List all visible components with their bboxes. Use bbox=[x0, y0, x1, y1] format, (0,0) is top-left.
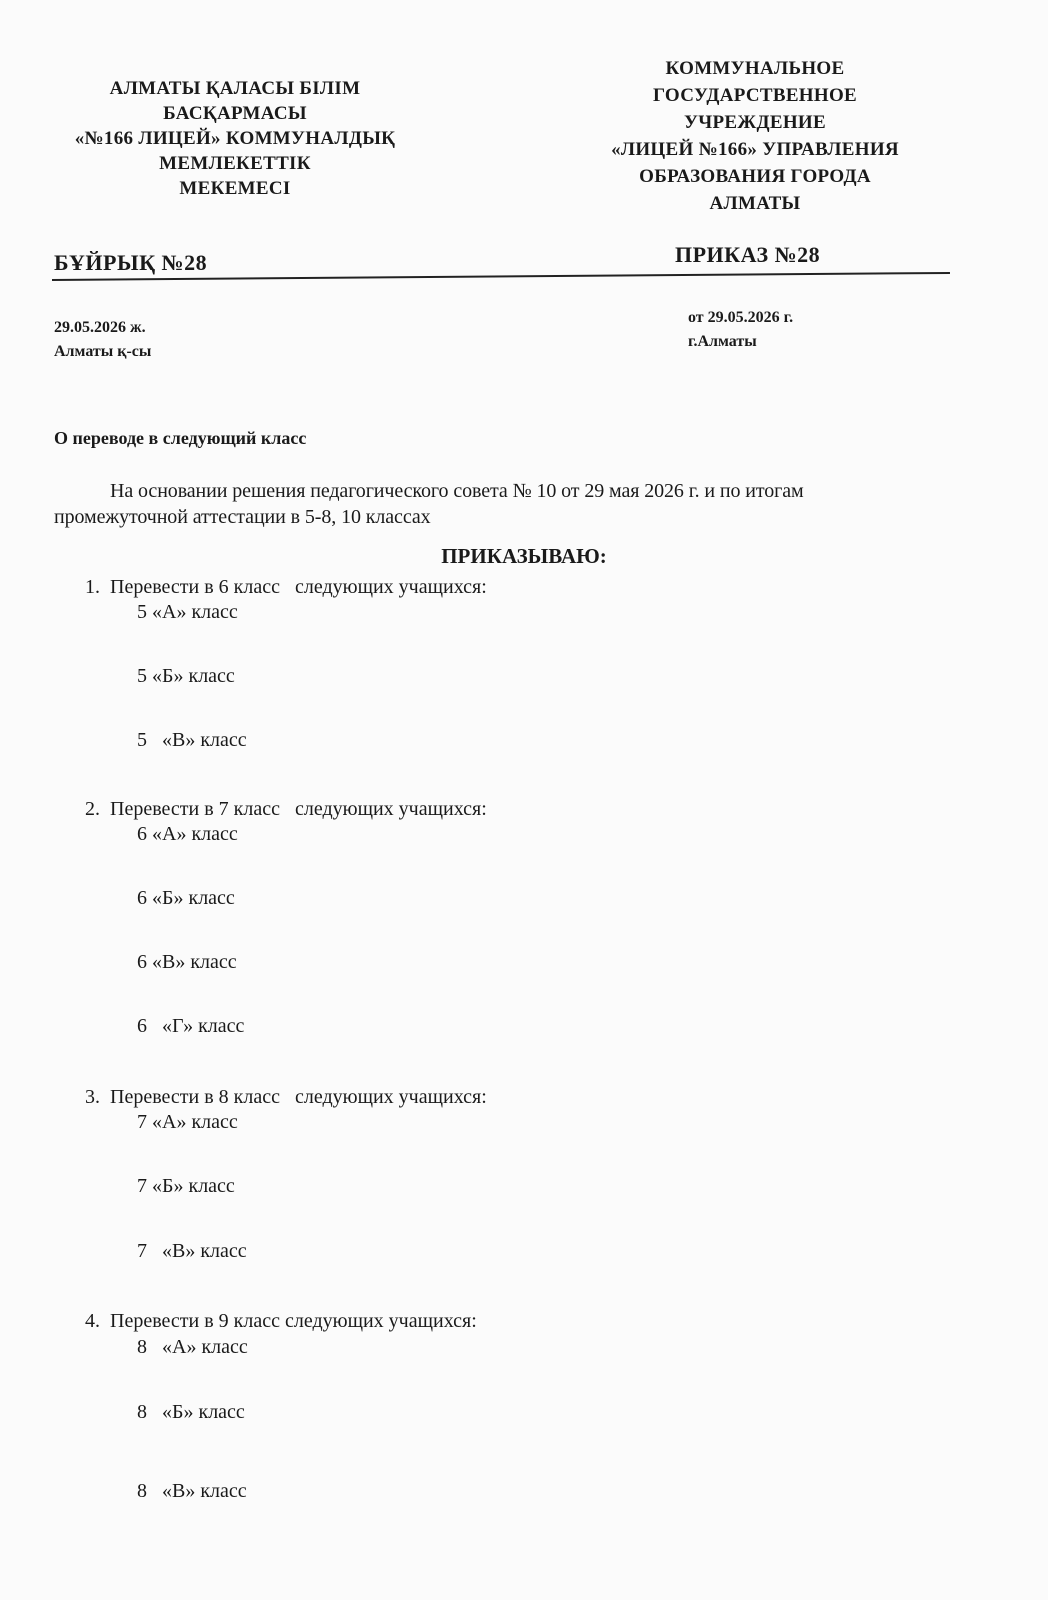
basis-paragraph bbox=[54, 478, 984, 530]
header-left-line: АЛМАТЫ ҚАЛАСЫ БІЛІМ bbox=[109, 78, 361, 99]
section-title: 3. Перевести в 8 класс следующих учащихся: bbox=[85, 1086, 487, 1108]
order-subject: О переводе в следующий класс bbox=[54, 428, 307, 448]
class-item: 6 «Б» класс bbox=[137, 887, 235, 909]
header-right-line: АЛМАТЫ bbox=[709, 193, 801, 214]
order-directive-heading: ПРИКАЗЫВАЮ: bbox=[441, 544, 607, 568]
header-left-kazakh bbox=[55, 76, 415, 201]
class-item: 6 «А» класс bbox=[137, 823, 238, 845]
order-date-russian: от 29.05.2026 г. bbox=[688, 309, 794, 326]
city-russian: г.Алматы bbox=[688, 333, 757, 350]
section-title: 2. Перевести в 7 класс следующих учащихся: bbox=[85, 798, 487, 820]
class-item: 7 «А» класс bbox=[137, 1111, 238, 1133]
class-item: 7 «В» класс bbox=[137, 1240, 247, 1262]
date-block-kazakh bbox=[54, 316, 151, 364]
city-kazakh: Алматы қ-сы bbox=[54, 343, 152, 360]
header-left-line: «№166 ЛИЦЕЙ» КОММУНАЛДЫҚ bbox=[74, 128, 396, 149]
section-title: 1. Перевести в 6 класс следующих учащихся: bbox=[85, 576, 487, 598]
basis-line-1: На основании решения педагогического совета № 10 от 29 мая 2026 г. и по итогам bbox=[110, 480, 804, 502]
date-block-russian bbox=[688, 306, 793, 354]
class-item: 8 «А» класс bbox=[137, 1336, 248, 1358]
order-date-kazakh: 29.05.2026 ж. bbox=[54, 319, 146, 336]
class-item: 7 «Б» класс bbox=[137, 1175, 235, 1197]
section-title: 4. Перевести в 9 класс следующих учащихся: bbox=[85, 1310, 477, 1332]
order-number-kazakh: БҰЙРЫҚ №28 bbox=[54, 250, 208, 275]
header-right-line: ГОСУДАРСТВЕННОЕ bbox=[653, 85, 857, 106]
basis-line-2: промежуточной аттестации в 5-8, 10 классах bbox=[54, 506, 431, 528]
header-left-line: МЕКЕМЕСІ bbox=[179, 178, 291, 199]
header-right-line: УЧРЕЖДЕНИЕ bbox=[684, 112, 826, 133]
header-left-line: БАСҚАРМАСЫ bbox=[163, 103, 307, 124]
class-item: 5 «Б» класс bbox=[137, 665, 235, 687]
header-left-line: МЕМЛЕКЕТТІК bbox=[159, 153, 311, 174]
header-right-line: КОММУНАЛЬНОЕ bbox=[665, 58, 845, 79]
class-item: 5 «В» класс bbox=[137, 729, 247, 751]
class-item: 6 «В» класс bbox=[137, 951, 237, 973]
header-right-line: ОБРАЗОВАНИЯ ГОРОДА bbox=[639, 166, 871, 187]
header-right-line: «ЛИЦЕЙ №166» УПРАВЛЕНИЯ bbox=[611, 139, 899, 160]
order-number-russian: ПРИКАЗ №28 bbox=[675, 242, 821, 267]
class-item: 8 «Б» класс bbox=[137, 1401, 245, 1423]
class-item: 8 «В» класс bbox=[137, 1480, 247, 1502]
class-item: 6 «Г» класс bbox=[137, 1015, 245, 1037]
header-right-russian bbox=[585, 55, 925, 217]
class-item: 5 «А» класс bbox=[137, 601, 238, 623]
